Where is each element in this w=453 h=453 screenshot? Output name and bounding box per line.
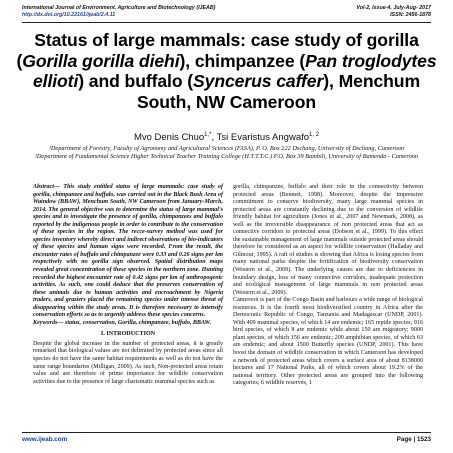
footer-rule [22,432,431,433]
right-paragraph-1: gorilla, chimpanzee, buffalo and their role in the connectivity between protected areas (Bennett, 1998). Moreover, despite the impressive commitment to conserve biodiversity, many large mammal species in protected areas are constantly declining due to the conversion of wildlife friendly habitat for agriculture (Jones et al., 2007 and Newmark, 2008), as well as the irreversible disappearance of non protected areas that act as connective corridors to protected areas (Dobson et al., 1999). To this effect the sustainable management of large mammals outside protected areas should therefore be considered as an aspect for wildlife conservation (Halladay and Gilmour, 1995). A raft of studies is showing that Africa is losing species from many national parks despite the fortification of biodiversity conservation (Western et al., 2009). The underlying causes are due to deficiencies in boundary design, loss of many connective corridors, inadequate protection and ecological management of large mammals in non protected areas (Western et al., 2009). [233,184,423,296]
page-footer [22,432,431,444]
author-list: Mvo Denis Chuo$^{1,*}$, Tsi Evaristus Angwafo$^{1, 2}$ [133,132,320,144]
journal-header [22,5,431,27]
paper-title: Status of large mammals: case study of gorilla (Gorilla gorilla diehi), chimpanzee (Pan troglodytes ellioti) and buffalo (Syncerus caffer), Menchum South, NW Cameroon [16,30,437,112]
journal-name: International Journal of Environment, Agriculture and Biotechnology (IJEAB) [22,5,216,11]
volume-issue: Vol-2, Issue-4, July-Aug- 2017 [356,5,431,11]
right-column [233,184,423,388]
journal-website-link[interactable]: www.ijeab.com [22,436,68,443]
keywords: Keywords— status, conservation, Gorilla, chimpanzee, buffalo, BBAW. [33,319,211,326]
author-1: Mvo Denis Chuo [133,132,205,144]
affiliations [30,145,423,162]
author-2: Tsi Evaristus Angwafo [216,132,310,144]
page-number: Page | 1523 [396,436,431,443]
issn: ISSN: 2456-1878 [390,12,431,18]
section-heading-introduction: I. INTRODUCTION [100,331,156,338]
doi-link[interactable]: http://dx.doi.org/10.22161/ijeab/2.4.11 [22,12,116,18]
header-rule [22,22,431,23]
affiliation-1: ¹Department of Forestry, Faculty of Agronomy and Agricultural Sciences (FASA), P. O. Box 222 Dschang, University of Dschang, Cameroon [48,145,405,152]
intro-paragraph: Despite the global increase in the number of protected areas, it is greatly remarked that biological values are not delimited by protected areas since all species do not have the same habitat requirements as well as do not have the same range boundaries (Milligan, 2009). As such, Non-protected areas retain value and are therefore of prime importance for wildlife conservation activities due to the presence of large charismatic mammal species such as [33,340,223,385]
abstract: Abstract— This study entitled status of large mammals: case study of gorilla, chimpanzee and buffalo, was carried out in the Black Bush Area of Waindow (BBAW), Menchum South, NW Cameroon from January-March, 2014. The general objective was to determine the status of large mammal's species and to investigate the presence of gorilla, chimpanzees and buffalo reported by the indigenous people in order to contribute to the conservation of these species in the region. The recce-survey method was used for species inventory whereby direct and indirect observations of bio-indicators of these species and human signs were recorded. From the result, the encounter rates of buffalo and chimpanzee were 0.33 and 0.26 signs per km respectively with no gorilla sign observed. Spatial distribution maps revealed great concentration of these species in the northern zone. Hunting recorded the highest encounter rate of 0.42 signs per km of anthropogenic activities. As such, one could deduce that the preserves conservation of these animals due to human activities and encroachment by Nigeria traders, and graziers placed the remaining species under intense threat of disappearing within the study areas. It is therefore necessary to intensify conservation efforts so as to urgently address these species concerns. [33,184,223,319]
right-paragraph-2: Cameroon is part of the Congo Basin and harbours a wide range of biological resources. It is the fourth most biodiversified country in Africa after the Democratic Republic of Congo, Tanzania and Madagascar (UNDP, 2001). With 409 mammal species, of which 14 are endemic; 165 reptile species; 916 bird species, of which 8 are endemic while about 150 are migratory; 9000 plant species, of which 156 are endemic; 200 amphibian species, of which 63 are endemic; and about 1500 Butterfly species (UNDP, 2001). This have boost the domain of wildlife conservation in which Cameroon has developed a network of protected areas which covers a surface area of about 8138000 hectares and 17 National Parks, all of which covers about 19.2% of the national territory. Other protected areas are grouped into the following categories; 6 wildlife reserves, 1 [233,297,423,387]
affiliation-2: ²Department of Fundamental Science Higher Technical Teacher Training College (H.T.T.T.C.) P.O. Box 39 Bambili, University of Bamenda - Cameroon [34,153,419,161]
left-column [33,184,223,386]
